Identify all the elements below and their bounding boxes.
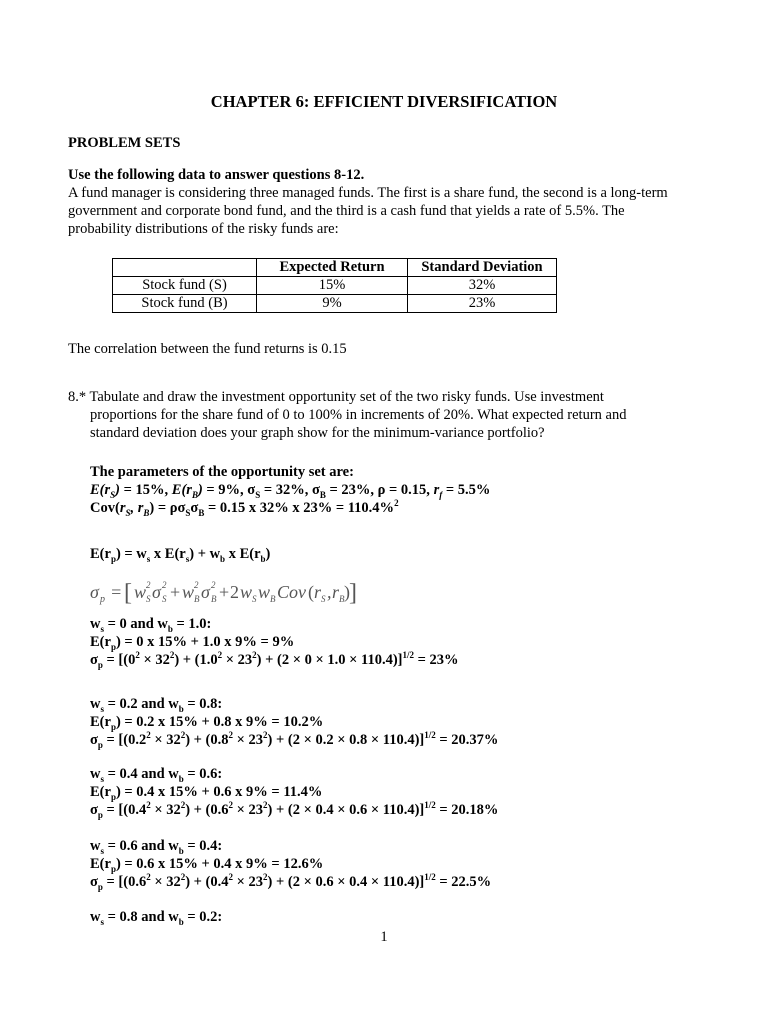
svg-text:[: [ [124,580,132,606]
case-weights: $w_s = 0.8$ and $w_b = 0.2$: [90,909,223,927]
intro-line: probability distributions of the risky funds are: [68,221,339,237]
intro-line: government and corporate bond fund, and the third is a cash fund that yields a rate of 5.5%. The [68,203,625,219]
svg-text:w: w [182,582,195,602]
svg-text:+: + [219,582,230,602]
svg-text:S: S [146,594,151,604]
table-header-cell: Expected Return [257,259,408,277]
intro-line: A fund manager is considering three managed funds. The first is a share fund, the second is a long-term [68,185,668,201]
funds-table [112,258,557,313]
correlation-text: The correlation between the fund returns is 0.15 [68,341,347,357]
params-title: The parameters of the opportunity set are: [90,464,354,480]
table-header-cell [113,259,257,277]
svg-text:(: ( [308,582,314,602]
svg-text:B: B [194,594,200,604]
table-cell: 15% [257,277,408,295]
page-number: 1 [380,929,388,945]
svg-text:2: 2 [194,580,199,590]
table-cell: 23% [408,295,557,313]
sigma-formula-graphic [88,574,358,608]
question-line: proportions for the share fund of 0 to 100% in increments of 20%. What expected return and [90,407,627,423]
svg-text:p: p [100,594,105,605]
params-line: $E(r_S) = 15\%$, $E(r_B) = 9\%$, $\sigma_S = 32\%$, $\sigma_B = 23\%$, ρ = 0.15, $r_f = 5.5\%$ [90,482,491,500]
question-8 [68,388,708,442]
table-cell: 32% [408,277,557,295]
svg-text:r: r [332,582,340,602]
case-er: $E(r_p) = 0.2$ x 15% + 0.8 x 9% = 10.2% [90,714,324,732]
case-weights: $w_s = 0.6$ and $w_b = 0.4$: [90,838,223,856]
question-line: standard deviation does your graph show for the minimum-variance portfolio? [90,425,545,441]
question-line: 8.* Tabulate and draw the investment opportunity set of the two risky funds. Use investment [68,389,604,405]
case-er: $E(r_p) = 0.6$ x 15% + 0.4 x 9% = 12.6% [90,856,324,874]
svg-text:2: 2 [146,580,151,590]
svg-text:σ: σ [152,582,161,602]
svg-text:Cov: Cov [277,582,306,602]
table-header-row [113,259,557,277]
svg-text:w: w [240,582,253,602]
table-cell: 9% [257,295,408,313]
svg-text:]: ] [349,580,357,606]
svg-text:): ) [344,582,350,602]
table-cell: Stock fund (S) [113,277,257,295]
svg-text:+: + [170,582,181,602]
cov-line: $Cov(r_S$, $r_B) = \rho\sigma_S\sigma_B = 0.15$ x 32% x 23% = 110.4%$^2$ [90,498,399,518]
svg-text:,: , [327,582,332,602]
svg-text:2: 2 [162,580,167,590]
svg-text:r: r [314,582,322,602]
case-er: $E(r_p) = 0.4$ x 15% + 0.6 x 9% = 11.4% [90,784,323,802]
svg-text:S: S [162,594,167,604]
params-text: $E(r_S)$ [90,482,121,500]
table-row [113,295,557,313]
case-er: $E(r_p) = 0$ x 15% + 1.0 x 9% = 9% [90,634,295,652]
svg-text:=: = [110,582,123,602]
case-sd: $\sigma_p = [(0.4^2 \times 32^2) + (0.6^2 \times 23^2) + (2 \times 0.4 \times 0.6 \times 110.4)]^{1/2} = 20.18\%$ [90,800,499,820]
case-sd: $\sigma_p = [(0^2 \times 32^2) + (1.0^2 \times 23^2) + (2 \times 0 \times 1.0 \times 110.4)]^{1/2} = 23\%$ [90,650,459,670]
page-title: CHAPTER 6: EFFICIENT DIVERSIFICATION [210,92,558,111]
svg-text:B: B [211,594,217,604]
svg-text:w: w [134,582,147,602]
svg-text:B: B [270,594,276,604]
svg-text:S: S [321,594,326,604]
sigma-formula [88,574,358,613]
section-heading: PROBLEM SETS [68,135,181,151]
svg-text:2: 2 [211,580,216,590]
svg-text:2: 2 [230,582,239,602]
case-weights: $w_s = 0$ and $w_b = 1.0$: [90,616,212,634]
er-formula: $E(r_p) = w_s$ x $E(r_s) + w_b$ x $E(r_b)$ [90,546,271,564]
case-sd: $\sigma_p = [(0.2^2 \times 32^2) + (0.8^2 \times 23^2) + (2 \times 0.2 \times 0.8 \times 110.4)]^{1/2} = 20.37\%$ [90,730,499,750]
svg-text:σ: σ [201,582,210,602]
svg-text:σ: σ [90,582,99,602]
svg-text:S: S [252,594,257,604]
case-weights: $w_s = 0.2$ and $w_b = 0.8$: [90,696,223,714]
intro-instruction: Use the following data to answer questions 8-12. [68,167,365,183]
intro-paragraph [68,166,708,238]
case-sd: $\sigma_p = [(0.6^2 \times 32^2) + (0.4^2 \times 23^2) + (2 \times 0.6 \times 0.4 \times 110.4)]^{1/2} = 22.5\%$ [90,872,492,892]
table-row [113,277,557,295]
table-cell: Stock fund (B) [113,295,257,313]
svg-text:B: B [339,594,345,604]
table-header-cell: Standard Deviation [408,259,557,277]
case-weights: $w_s = 0.4$ and $w_b = 0.6$: [90,766,223,784]
svg-text:w: w [258,582,271,602]
